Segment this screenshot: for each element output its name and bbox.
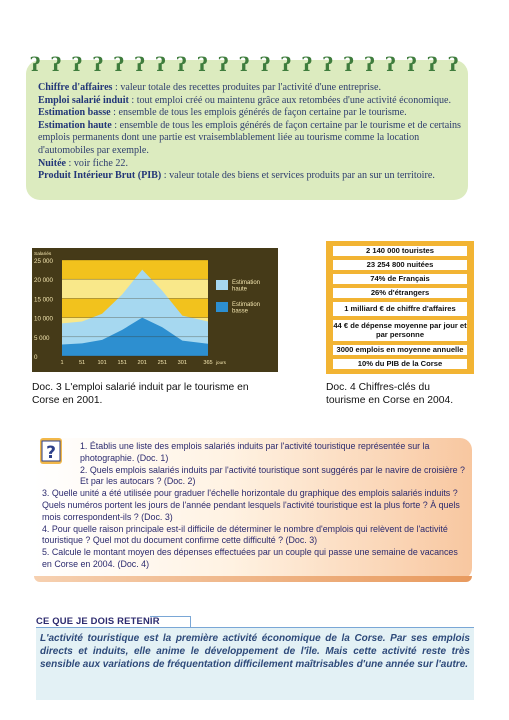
ring-icon: ʔ	[30, 54, 41, 76]
question-mark-glyph: ?	[46, 443, 56, 463]
ring-icon: ʔ	[197, 54, 208, 76]
ring-icon: ʔ	[50, 54, 62, 76]
glossary-entry: Produit Intérieur Brut (PIB) : valeur totale des biens et services produits par an sur un territoire.	[38, 170, 435, 182]
question-item: 1. Établis une liste des emplois salariés induits par l'activité touristique représentée sur la photographie. (Doc. 1)	[80, 441, 430, 463]
ring-icon: ʔ	[322, 54, 334, 76]
key-figure-row: 10% du PIB de la Corse	[333, 359, 467, 369]
chart-legend-label: haute	[232, 286, 248, 293]
chart-y-tick-label: 20 000	[34, 277, 53, 285]
ring-icon: ʔ	[448, 54, 459, 76]
doc4-caption	[326, 381, 496, 407]
glossary-text	[38, 82, 464, 183]
doc4-caption-line: tourisme en Corse en 2004.	[326, 395, 454, 406]
ring-icon: ʔ	[92, 54, 104, 76]
ring-icon: ʔ	[218, 54, 229, 76]
ring-icon: ʔ	[259, 54, 271, 76]
retain-text: L'activité touristique est la première activité économique de la Corse. Par ses emplois directs et induits, elle anime le développement de l'île. Mais cette activité reste très sensible aux variations de fréquentation difficilement maîtrisables d'une année sur l'autre.	[40, 633, 470, 670]
chart-y-tick-label: 25 000	[34, 258, 53, 265]
chart-x-tick-label: 151	[117, 360, 127, 366]
chart-legend-label: Estimation	[232, 302, 261, 308]
key-figure-row: 74% de Français	[333, 274, 467, 284]
doc3-caption	[32, 381, 282, 407]
ring-icon: ʔ	[406, 54, 417, 76]
question-item: 5. Calcule le montant moyen des dépenses effectuées par un couple qui passe une semaine de vacances en Corse en 2004. (Doc. 4)	[42, 547, 458, 569]
ring-icon: ʔ	[280, 54, 292, 76]
chart-y-axis-label: Salariés	[34, 252, 52, 257]
ring-icon: ʔ	[71, 54, 83, 76]
glossary-entry: Chiffre d'affaires : valeur totale des recettes produites par l'activité d'une entreprise.	[38, 82, 381, 93]
ring-icon: ʔ	[427, 54, 438, 76]
chart-x-tick-label: 51	[78, 360, 86, 366]
ring-icon: ʔ	[155, 54, 166, 76]
ring-icon: ʔ	[343, 54, 354, 76]
ring-icon: ʔ	[364, 54, 375, 76]
chart-x-tick-label: 301	[177, 360, 188, 366]
ring-icon: ʔ	[239, 54, 250, 76]
glossary-entry: Emploi salarié induit : tout emploi créé ou maintenu grâce aux retombées d'une activité économique.	[38, 94, 452, 106]
ring-icon: ʔ	[113, 54, 125, 76]
chart-y-tick-label: 0	[34, 354, 38, 361]
question-item: 4. Pour quelle raison principale est-il difficile de déterminer le nombre d'emplois qui relèvent de l'activité touristique ? Quel mot du document confirme cette difficulté ? (Doc. 3)	[42, 523, 448, 546]
question-item: 2. Quels emplois salariés induits par l'activité touristique sont suggérés par le navire de croisière ? Et par les autocars ? (Doc. 2)	[80, 464, 465, 487]
doc4-caption-line: Doc. 4 Chiffres-clés du	[326, 382, 430, 393]
chart-x-tick-label: 251	[157, 360, 167, 366]
doc3-caption-line: Doc. 3 L'emploi salarié induit par le tourisme en	[32, 382, 249, 393]
chart-legend-swatch	[216, 302, 228, 312]
chart-legend-swatch	[216, 280, 228, 290]
ring-icon: ʔ	[301, 54, 313, 76]
glossary-entry: Estimation haute : ensemble de tous les emplois générés de façon certaine par le tourisme et de certains emplois permanents dont une partie est vraisemblablement liée au tourisme comme la location d'automobiles par exemple.	[38, 119, 461, 156]
spiral-binding	[30, 55, 470, 77]
glossary-entry: Nuitée : voir fiche 22.	[38, 157, 128, 169]
chart-y-tick-label: 15 000	[34, 296, 53, 304]
key-figures-table	[326, 241, 474, 374]
chart-legend-label: basse	[232, 308, 249, 315]
chart-x-tick-label: 1	[60, 360, 64, 366]
key-figure-row: 44 € de dépense moyenne par jour et par personne	[333, 320, 467, 341]
key-figure-row: 3000 emplois en moyenne annuelle	[333, 345, 467, 355]
key-figure-row: 26% d'étrangers	[333, 288, 467, 298]
question-item: 3. Quelle unité a été utilisée pour graduer l'échelle horizontale du graphique des emplois salariés induits ? Quels numéros portent les jours de l'année pendant lesquels l'activité touristique est la plus forte ? À quels mois correspondent-ils ? (Doc. 3)	[42, 488, 460, 522]
chart-x-tick-label: 201	[137, 360, 147, 366]
chart-y-tick-label: 10 000	[34, 315, 53, 323]
retain-title: CE QUE JE DOIS RETENIR	[36, 615, 160, 626]
questions-list	[42, 441, 466, 571]
chart-x-tick-label: 101	[97, 360, 107, 366]
ring-icon: ʔ	[385, 54, 396, 76]
ring-icon: ʔ	[176, 54, 187, 76]
chart-x-axis-label: jours	[216, 360, 226, 365]
questions-box-shadow	[34, 576, 472, 582]
glossary-entry: Estimation basse : ensemble de tous les emplois générés de façon certaine par le tourisme.	[38, 107, 407, 119]
employment-chart	[32, 248, 278, 372]
ring-icon: ʔ	[134, 54, 145, 76]
doc3-caption-line: Corse en 2001.	[32, 395, 103, 406]
chart-x-tick-label: 365	[203, 360, 213, 366]
key-figure-row: 2 140 000 touristes	[333, 246, 467, 256]
chart-legend-label: Estimation	[232, 280, 261, 286]
employment-chart-svg	[32, 248, 278, 372]
key-figure-row: 23 254 800 nuitées	[333, 260, 467, 270]
chart-y-tick-label: 5 000	[34, 334, 50, 342]
key-figure-row: 1 milliard € de chiffre d'affaires	[333, 302, 467, 316]
chart-band	[62, 260, 208, 279]
